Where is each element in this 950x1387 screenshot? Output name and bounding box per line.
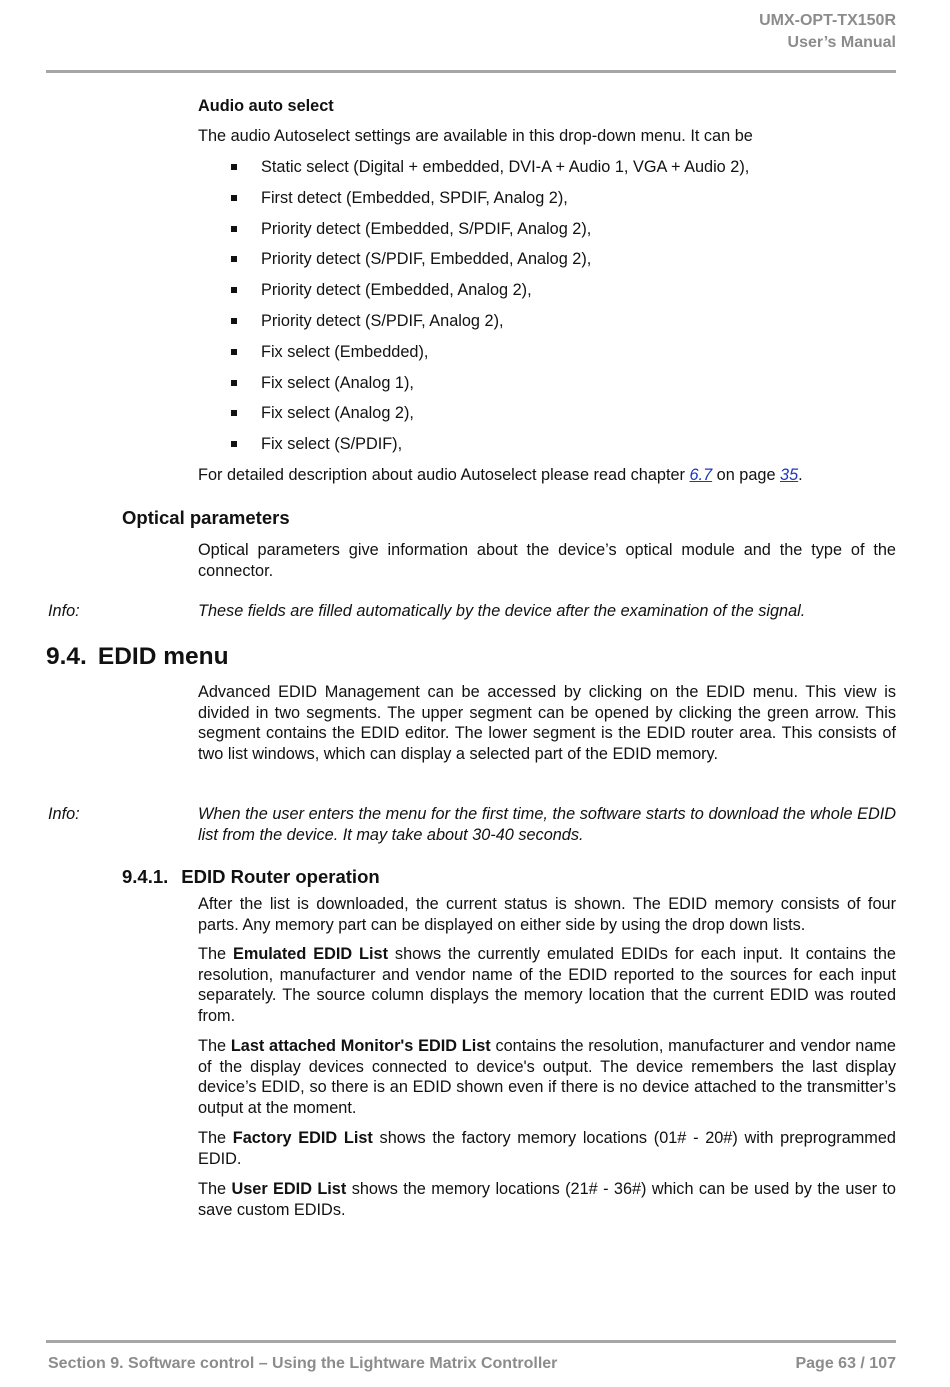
router-paragraph-4: The Factory EDID List shows the factory memory locations (01# - 20#) with preprogrammed EDID. [198, 1129, 896, 1168]
list-item: Fix select (Analog 2), [230, 403, 890, 434]
list-item: Priority detect (Embedded, Analog 2), [230, 280, 890, 311]
footer-section: Section 9. Software control – Using the Lightware Matrix Controller [48, 1355, 558, 1372]
bullet-square-icon [231, 287, 237, 293]
bullet-square-icon [231, 441, 237, 447]
subsection-heading [122, 866, 380, 888]
section-title: EDID menu [97, 643, 229, 670]
list-item: Fix select (Analog 1), [230, 373, 890, 404]
subsection-title: EDID Router operation [181, 866, 380, 887]
subsection-number: 9.4.1. [122, 866, 169, 887]
bullet-square-icon [231, 318, 237, 324]
audio-intro: The audio Autoselect settings are available in this drop-down menu. It can be [198, 127, 753, 145]
header-block [759, 10, 896, 54]
list-item: Priority detect (S/PDIF, Analog 2), [230, 311, 890, 342]
edid-info-text: When the user enters the menu for the first time, the software starts to download the whole EDID list from the device. It may take about 30-40 seconds. [198, 805, 896, 844]
router-paragraph-1: After the list is downloaded, the current status is shown. The EDID memory consists of four parts. Any memory part can be displayed on either side by using the drop down lists. [198, 895, 896, 934]
chapter-link[interactable]: 6.7 [689, 466, 713, 484]
last-attached-edid-term: Last attached Monitor's EDID List [230, 1037, 491, 1055]
list-item: Fix select (S/PDIF), [230, 434, 890, 465]
section-heading [46, 642, 229, 672]
list-item: Priority detect (Embedded, S/PDIF, Analog 2), [230, 219, 890, 250]
bullet-square-icon [231, 195, 237, 201]
optical-heading: Optical parameters [122, 507, 290, 528]
bullet-square-icon [231, 410, 237, 416]
audio-heading: Audio auto select [198, 97, 334, 115]
header-product: UMX-OPT-TX150R [759, 12, 896, 29]
bullet-square-icon [231, 380, 237, 386]
router-paragraph-3: The Last attached Monitor's EDID List contains the resolution, manufacturer and vendor name of the display devices connected to device's output. The device remembers the last display device’s EDID, so there is an EDID shown even if there is no device attached to the transmitter’s output at the moment. [198, 1037, 896, 1117]
edid-info-label: Info: [48, 805, 80, 823]
footer-rule [46, 1340, 896, 1343]
bullet-square-icon [231, 349, 237, 355]
user-edid-term: User EDID List [231, 1180, 347, 1198]
optical-text: Optical parameters give information about the device’s optical module and the type of the connector. [198, 541, 896, 580]
audio-options-list [230, 157, 890, 465]
optical-info-label: Info: [48, 602, 80, 620]
bullet-square-icon [231, 226, 237, 232]
list-item: Fix select (Embedded), [230, 342, 890, 373]
header-rule [46, 70, 896, 73]
page-link[interactable]: 35 [780, 466, 799, 484]
audio-reference: For detailed description about audio Autoselect please read chapter 6.7 on page 35. [198, 466, 803, 484]
header-doc-title: User’s Manual [787, 34, 896, 51]
edid-text: Advanced EDID Management can be accessed by clicking on the EDID menu. This view is divided in two segments. The upper segment can be opened by clicking the green arrow. This segment contains the EDID editor. The lower segment is the EDID router area. This consists of two list windows, which can display a selected part of the EDID memory. [198, 683, 896, 763]
router-paragraph-2: The Emulated EDID List shows the currently emulated EDIDs for each input. It contains the resolution, manufacturer and vendor name of the EDID reported to the sources for each input separately. The source column displays the memory location that the current EDID was routed from. [198, 945, 896, 1025]
list-item: Priority detect (S/PDIF, Embedded, Analog 2), [230, 249, 890, 280]
list-item: Static select (Digital + embedded, DVI-A + Audio 1, VGA + Audio 2), [230, 157, 890, 188]
factory-edid-term: Factory EDID List [232, 1129, 373, 1147]
section-number: 9.4. [46, 643, 87, 670]
list-item: First detect (Embedded, SPDIF, Analog 2), [230, 188, 890, 219]
emulated-edid-term: Emulated EDID List [233, 945, 388, 963]
bullet-square-icon [231, 164, 237, 170]
bullet-square-icon [231, 256, 237, 262]
router-paragraph-5: The User EDID List shows the memory locations (21# - 36#) which can be used by the user to save custom EDIDs. [198, 1180, 896, 1219]
footer-page-number: Page 63 / 107 [795, 1355, 896, 1372]
optical-info-text: These fields are filled automatically by the device after the examination of the signal. [198, 602, 806, 620]
